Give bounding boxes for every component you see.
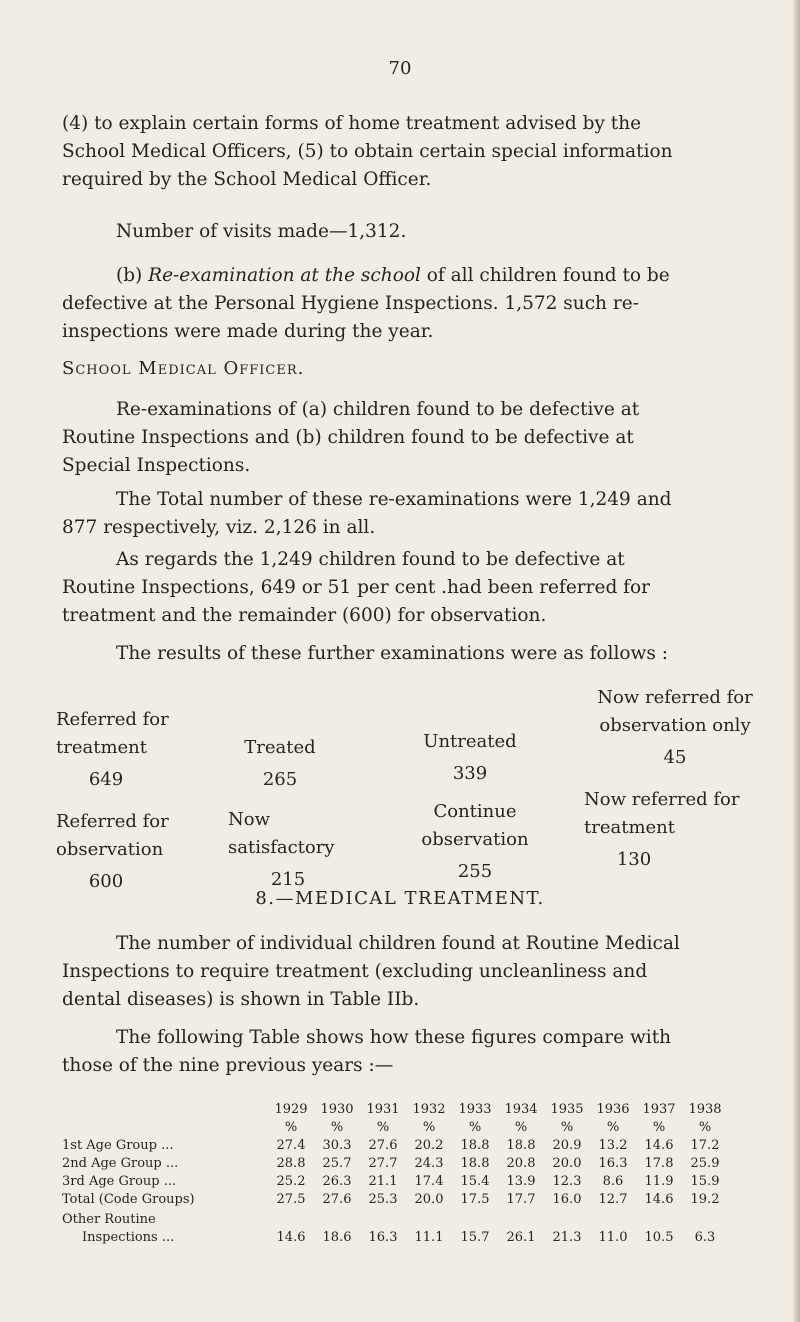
- paragraph-following-table: [62, 1024, 762, 1080]
- table-cell: 26.3: [322, 1174, 352, 1189]
- table-cell: 17.2: [690, 1138, 720, 1153]
- table-cell: 18.8: [460, 1138, 490, 1153]
- text-line: of all children found to be: [420, 265, 670, 286]
- paragraph-individual-children: [62, 930, 762, 1014]
- text-line: 877 respectively, viz. 2,126 in all.: [62, 517, 376, 538]
- page-number: 70: [388, 58, 412, 79]
- table-cell: 26.1: [506, 1230, 536, 1245]
- table-cell: 14.6: [644, 1138, 674, 1153]
- text-line: As regards the 1,249 children found to be defective at: [116, 549, 625, 570]
- result-value: 255: [457, 861, 493, 882]
- table-cell: 10.5: [644, 1230, 674, 1245]
- row-label: 3rd Age Group ...: [62, 1174, 177, 1189]
- table-cell: 17.8: [644, 1156, 674, 1171]
- table-cell: 18.6: [322, 1230, 352, 1245]
- table-cell: 27.6: [322, 1192, 352, 1207]
- result-referred-treatment: Referred for treatment 649: [56, 706, 196, 794]
- text-line: required by the School Medical Officer.: [62, 169, 432, 190]
- table-cell: 13.2: [598, 1138, 628, 1153]
- result-now-observation: Now referred for observation only 45: [580, 684, 770, 772]
- paragraph-results-intro: [62, 640, 762, 668]
- table-cell: 15.7: [460, 1230, 490, 1245]
- year-header: 1932: [412, 1102, 446, 1117]
- paragraph-visits: [62, 218, 762, 246]
- result-untreated: Untreated 339: [410, 700, 530, 788]
- row-label: Total (Code Groups): [62, 1192, 195, 1207]
- table-cell: 20.0: [552, 1156, 582, 1171]
- paragraph-as-regards: [62, 546, 762, 630]
- unit-label: %: [422, 1120, 436, 1135]
- year-header: 1931: [366, 1102, 400, 1117]
- table-cell: 21.1: [368, 1174, 398, 1189]
- unit-label: %: [698, 1120, 712, 1135]
- text-line: Special Inspections.: [62, 455, 251, 476]
- unit-row: [62, 1120, 772, 1138]
- paragraph-total-number: [62, 486, 762, 542]
- result-value: 339: [452, 763, 488, 784]
- table-cell: 21.3: [552, 1230, 582, 1245]
- table-row: [62, 1192, 772, 1210]
- unit-label: %: [652, 1120, 666, 1135]
- table-cell: 20.0: [414, 1192, 444, 1207]
- text-prefix: (b): [116, 265, 149, 286]
- table-row: [62, 1230, 772, 1248]
- table-cell: 14.6: [644, 1192, 674, 1207]
- result-now-treatment: Now referred for treatment 130: [584, 786, 774, 874]
- year-header: 1929: [274, 1102, 308, 1117]
- table-cell: 11.9: [644, 1174, 674, 1189]
- table-cell: 14.6: [276, 1230, 306, 1245]
- table-row: [62, 1174, 772, 1192]
- year-header: 1937: [642, 1102, 676, 1117]
- result-value: 649: [88, 769, 124, 790]
- table-cell: 27.6: [368, 1138, 398, 1153]
- table-cell: 20.2: [414, 1138, 444, 1153]
- result-referred-observation: Referred for observation 600: [56, 808, 216, 896]
- unit-label: %: [376, 1120, 390, 1135]
- result-value: 265: [262, 769, 298, 790]
- text-line: dental diseases) is shown in Table IIb.: [62, 989, 420, 1010]
- table-cell: 8.6: [602, 1174, 624, 1189]
- unit-label: %: [560, 1120, 574, 1135]
- paragraph-reexamination-school: [62, 262, 762, 346]
- text-line: The following Table shows how these figures compare with: [116, 1027, 672, 1048]
- year-header: 1934: [504, 1102, 538, 1117]
- table-cell: 18.8: [460, 1156, 490, 1171]
- row-label: 1st Age Group ...: [62, 1138, 174, 1153]
- table-row: [62, 1156, 772, 1174]
- section-heading-medical-treatment: 8.—MEDICAL TREATMENT.: [255, 888, 545, 909]
- result-satisfactory: Now satisfactory 215: [228, 806, 378, 894]
- table-row: [62, 1212, 772, 1230]
- result-value: 45: [663, 747, 687, 768]
- year-header: 1935: [550, 1102, 584, 1117]
- text-line: inspections were made during the year.: [62, 321, 434, 342]
- table-cell: 25.3: [368, 1192, 398, 1207]
- text-line: Re-examinations of (a) children found to be defective at: [116, 399, 640, 420]
- result-value: 130: [616, 849, 652, 870]
- paragraph-home-treatment: [62, 110, 762, 194]
- table-cell: 20.9: [552, 1138, 582, 1153]
- table-cell: 27.5: [276, 1192, 306, 1207]
- year-header: 1936: [596, 1102, 630, 1117]
- paragraph-reexaminations: [62, 396, 762, 480]
- year-header: 1938: [688, 1102, 722, 1117]
- table-cell: 11.1: [414, 1230, 444, 1245]
- unit-label: %: [514, 1120, 528, 1135]
- result-value: 600: [88, 871, 124, 892]
- table-cell: 11.0: [598, 1230, 628, 1245]
- table-cell: 25.7: [322, 1156, 352, 1171]
- table-cell: 30.3: [322, 1138, 352, 1153]
- row-label: 2nd Age Group ...: [62, 1156, 179, 1171]
- unit-label: %: [284, 1120, 298, 1135]
- text-line: The number of individual children found at Routine Medical: [116, 933, 680, 954]
- table-cell: 12.3: [552, 1174, 582, 1189]
- table-cell: 17.7: [506, 1192, 536, 1207]
- year-header-row: [62, 1102, 772, 1120]
- table-cell: 16.3: [598, 1156, 628, 1171]
- table-cell: 20.8: [506, 1156, 536, 1171]
- table-cell: 16.0: [552, 1192, 582, 1207]
- text-line: Routine Inspections, 649 or 51 per cent .had been referred for: [62, 577, 650, 598]
- table-cell: 27.4: [276, 1138, 306, 1153]
- table-cell: 17.5: [460, 1192, 490, 1207]
- table-cell: 24.3: [414, 1156, 444, 1171]
- table-cell: 13.9: [506, 1174, 536, 1189]
- text-line: Inspections to require treatment (excluding uncleanliness and: [62, 961, 648, 982]
- table-cell: 15.9: [690, 1174, 720, 1189]
- text-line: defective at the Personal Hygiene Inspections. 1,572 such re-: [62, 293, 639, 314]
- table-cell: 16.3: [368, 1230, 398, 1245]
- text-line: The Total number of these re-examinations were 1,249 and: [116, 489, 672, 510]
- table-cell: 12.7: [598, 1192, 628, 1207]
- text-line: Routine Inspections and (b) children found to be defective at: [62, 427, 634, 448]
- subheading-school-medical-officer: School Medical Officer.: [62, 358, 305, 379]
- text-line: The results of these further examinations were as follows :: [116, 643, 668, 664]
- table-row: [62, 1138, 772, 1156]
- row-label: Other Routine: [62, 1212, 156, 1227]
- table-cell: 15.4: [460, 1174, 490, 1189]
- text-line: School Medical Officers, (5) to obtain certain special information: [62, 141, 673, 162]
- text-line: Number of visits made—1,312.: [116, 221, 407, 242]
- table-cell: 6.3: [694, 1230, 716, 1245]
- result-treated: Treated 265: [230, 706, 330, 794]
- result-continue-observation: Continue observation 255: [400, 798, 550, 886]
- table-cell: 18.8: [506, 1138, 536, 1153]
- table-cell: 19.2: [690, 1192, 720, 1207]
- table-cell: 28.8: [276, 1156, 306, 1171]
- year-header: 1930: [320, 1102, 354, 1117]
- unit-label: %: [468, 1120, 482, 1135]
- year-header: 1933: [458, 1102, 492, 1117]
- text-line: those of the nine previous years :—: [62, 1055, 394, 1076]
- unit-label: %: [606, 1120, 620, 1135]
- table-cell: 27.7: [368, 1156, 398, 1171]
- table-cell: 25.2: [276, 1174, 306, 1189]
- row-label: Inspections ...: [82, 1230, 175, 1245]
- text-line: treatment and the remainder (600) for observation.: [62, 605, 547, 626]
- italic-phrase: Re-examination at the school: [148, 265, 421, 286]
- table-cell: 17.4: [414, 1174, 444, 1189]
- result-value: 215: [270, 869, 306, 890]
- text-line: (4) to explain certain forms of home treatment advised by the: [62, 113, 642, 134]
- table-cell: 25.9: [690, 1156, 720, 1171]
- page-edge: [793, 0, 800, 1322]
- unit-label: %: [330, 1120, 344, 1135]
